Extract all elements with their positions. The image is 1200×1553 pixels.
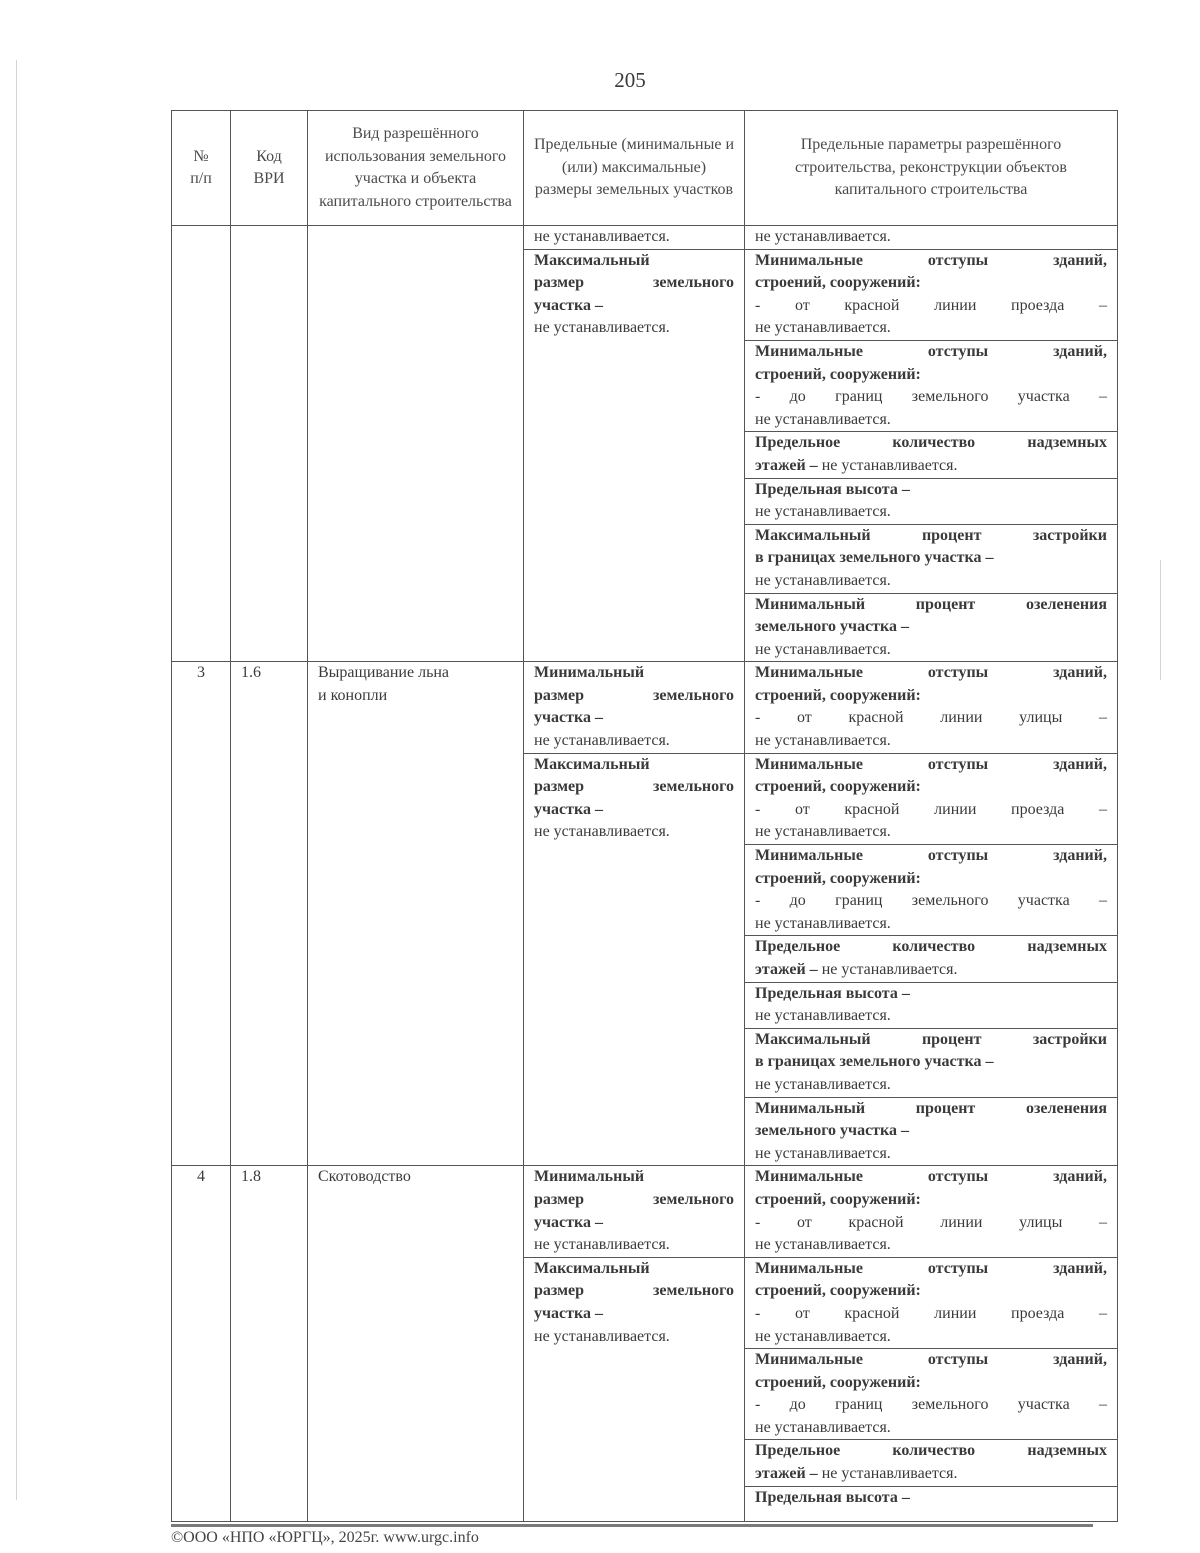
floors-cell: Предельное количество надземных этажей – не устанавливается.: [745, 432, 1118, 478]
row-type: Скотоводство: [308, 1166, 524, 1521]
table-row: [172, 226, 1118, 250]
size-cell: не устанавливается.: [524, 226, 745, 250]
table-row: [172, 1166, 1118, 1257]
setback-street-cell: Минимальные отступы зданий, строений, сооружений: - от красной линии улицы – не устанавливается.: [745, 662, 1118, 753]
height-cell: Предельная высота – не устанавливается.: [745, 982, 1118, 1028]
param-cell: не устанавливается.: [745, 226, 1118, 250]
setback-drive-cell: Минимальные отступы зданий, строений, сооружений: - от красной линии проезда – не устанавливается.: [745, 249, 1118, 340]
green-cell: Минимальный процент озеленения земельного участка – не устанавливается.: [745, 1097, 1118, 1166]
footer-copyright: ©ООО «НПО «ЮРГЦ», 2025г. www.urgc.info: [171, 1529, 479, 1546]
height-cell: Предельная высота – не устанавливается.: [745, 478, 1118, 524]
row-num: 4: [172, 1166, 231, 1521]
height-cell: Предельная высота –: [745, 1486, 1118, 1521]
table-row: [172, 662, 1118, 753]
coverage-cell: Максимальный процент застройки в границах земельного участка – не устанавливается.: [745, 524, 1118, 593]
max-size-cell: Максимальный размер земельного участка – не устанавливается.: [524, 249, 745, 662]
max-size-cell: Максимальный размер земельного участка – не устанавливается.: [524, 1257, 745, 1521]
header-type: Вид разрешённого использования земельного участка и объекта капитального строительства: [308, 111, 524, 226]
setback-drive-cell: Минимальные отступы зданий, строений, сооружений: - от красной линии проезда – не устанавливается.: [745, 1257, 1118, 1348]
setback-border-cell: Минимальные отступы зданий, строений, сооружений: - до границ земельного участка – не устанавливается.: [745, 845, 1118, 936]
setback-drive-cell: Минимальные отступы зданий, строений, сооружений: - от красной линии проезда – не устанавливается.: [745, 753, 1118, 844]
setback-border-cell: Минимальные отступы зданий, строений, сооружений: - до границ земельного участка – не устанавливается.: [745, 340, 1118, 431]
table-header-row: [172, 111, 1118, 226]
green-cell: Минимальный процент озеленения земельного участка – не устанавливается.: [745, 593, 1118, 662]
max-size-cell: Максимальный размер земельного участка – не устанавливается.: [524, 753, 745, 1166]
row-type: Выращивание льна и конопли: [308, 662, 524, 1166]
row-num: 3: [172, 662, 231, 1166]
min-size-cell: Минимальный размер земельного участка – не устанавливается.: [524, 662, 745, 753]
footer-rule: [171, 1524, 1093, 1527]
row-code: 1.6: [231, 662, 308, 1166]
regulations-table: [171, 110, 1118, 1522]
scan-margin-line: [16, 60, 17, 1500]
setback-border-cell: Минимальные отступы зданий, строений, сооружений: - до границ земельного участка – не устанавливается.: [745, 1349, 1118, 1440]
header-params: Предельные параметры разрешённого строительства, реконструкции объектов капитального строительства: [745, 111, 1118, 226]
page-number: 205: [614, 68, 646, 92]
floors-cell: Предельное количество надземных этажей – не устанавливается.: [745, 1440, 1118, 1486]
row-code: 1.8: [231, 1166, 308, 1521]
setback-street-cell: Минимальные отступы зданий, строений, сооружений: - от красной линии улицы – не устанавливается.: [745, 1166, 1118, 1257]
header-size: Предельные (минимальные и (или) максимальные) размеры земельных участков: [524, 111, 745, 226]
floors-cell: Предельное количество надземных этажей – не устанавливается.: [745, 936, 1118, 982]
coverage-cell: Максимальный процент застройки в границах земельного участка – не устанавливается.: [745, 1028, 1118, 1097]
min-size-cell: Минимальный размер земельного участка – не устанавливается.: [524, 1166, 745, 1257]
header-num: № п/п: [172, 111, 231, 226]
scan-margin-line: [1160, 560, 1161, 680]
header-code: Код ВРИ: [231, 111, 308, 226]
